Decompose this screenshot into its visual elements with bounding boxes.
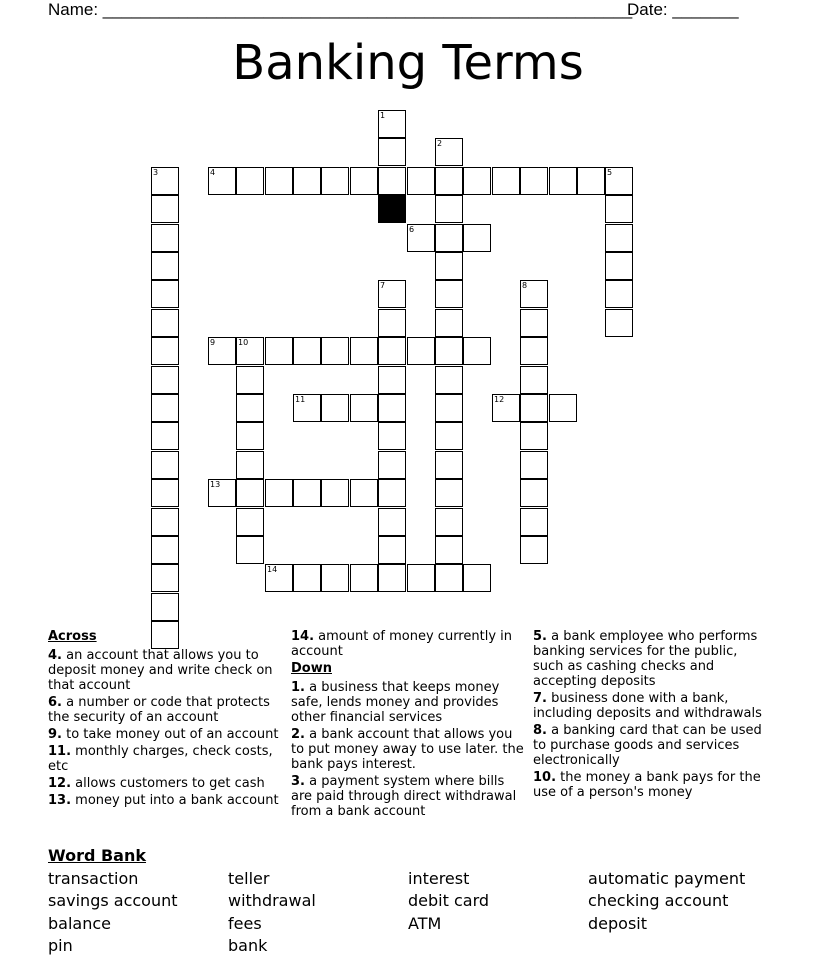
grid-cell[interactable] [151,564,179,592]
name-line: Name: ________________________________________________________ [48,0,633,19]
grid-cell[interactable] [236,479,264,507]
grid-cell[interactable] [151,224,179,252]
grid-cell[interactable] [151,309,179,337]
clue-number-label: 9 [210,338,216,347]
grid-cell[interactable] [520,394,548,422]
clue-number-label: 3 [153,168,159,177]
grid-cell[interactable] [435,280,463,308]
grid-cell[interactable] [605,309,633,337]
grid-cell[interactable] [605,195,633,223]
grid-cell[interactable] [151,167,179,195]
word-bank-item: balance [48,914,111,933]
page-title: Banking Terms [232,35,584,91]
grid-cell[interactable] [435,508,463,536]
grid-cell[interactable] [520,309,548,337]
grid-cell[interactable] [265,337,293,365]
clue-number: 9. [48,727,62,742]
grid-cell[interactable] [435,252,463,280]
word-bank-title: Word Bank [48,846,147,865]
grid-cell[interactable] [463,224,491,252]
grid-cell[interactable] [378,479,406,507]
grid-cell[interactable] [293,479,321,507]
grid-cell[interactable] [321,564,349,592]
grid-cell[interactable] [407,167,435,195]
grid-cell[interactable] [520,508,548,536]
clue-number-label: 4 [210,168,216,177]
grid-cell[interactable] [435,224,463,252]
grid-cell[interactable] [265,564,293,592]
grid-cell[interactable] [407,337,435,365]
grid-cell[interactable] [151,394,179,422]
grid-cell[interactable] [265,479,293,507]
clue-number: 4. [48,648,62,663]
clue-text: to take money out of an account [66,727,279,742]
grid-cell[interactable] [236,422,264,450]
word-bank-item: debit card [408,891,490,910]
grid-cell[interactable] [520,337,548,365]
clue-number-label: 2 [437,139,443,148]
grid-cell[interactable] [350,564,378,592]
grid-cell[interactable] [293,167,321,195]
word-bank-item: withdrawal [228,891,316,910]
grid-cell[interactable] [350,337,378,365]
clue-text: the money a bank pays for the use of a person's money [533,770,761,800]
grid-cell[interactable] [236,536,264,564]
grid-cell[interactable] [378,280,406,308]
clues-column-2 [291,629,527,821]
grid-cell[interactable] [236,394,264,422]
clue-number-label: 10 [238,338,249,347]
grid-cell[interactable] [577,167,605,195]
grid-cell[interactable] [378,309,406,337]
word-bank-item: checking account [588,891,729,910]
grid-cell[interactable] [435,479,463,507]
grid-cell[interactable] [435,138,463,166]
grid-cell[interactable] [520,280,548,308]
grid-cell[interactable] [151,508,179,536]
across-heading: Across [48,629,97,644]
clue-text: a bank account that allows you to put money away to use later. the bank pays interest. [291,727,524,772]
clue-across-14 [291,629,527,659]
clue-text: money put into a bank account [75,793,279,808]
grid-cell[interactable] [236,508,264,536]
clue-text: monthly charges, check costs, etc [48,744,273,774]
grid-cell[interactable] [208,337,236,365]
clue-across-6 [48,695,284,725]
grid-cell[interactable] [605,224,633,252]
word-bank-item: transaction [48,869,139,888]
grid-cell[interactable] [520,479,548,507]
grid-cell[interactable] [378,536,406,564]
clue-number: 13. [48,793,72,808]
grid-cell[interactable] [293,337,321,365]
grid-cell[interactable] [236,337,264,365]
grid-cell[interactable] [435,337,463,365]
down-heading: Down [291,661,332,676]
grid-cell[interactable] [236,366,264,394]
grid-cell[interactable] [236,167,264,195]
grid-cell[interactable] [321,337,349,365]
grid-cell[interactable] [605,252,633,280]
clues-column-1 [48,629,284,810]
grid-cell[interactable] [265,167,293,195]
date-line: Date: _______ [627,0,739,19]
clue-down-5 [533,629,769,689]
clue-across-11 [48,744,284,774]
clue-text: allows customers to get cash [75,776,265,791]
grid-cell[interactable] [350,394,378,422]
clue-number-label: 14 [267,565,278,574]
grid-cell[interactable] [236,451,264,479]
clue-across-13 [48,793,284,808]
grid-cell[interactable] [151,252,179,280]
grid-cell[interactable] [208,479,236,507]
grid-cell[interactable] [435,451,463,479]
grid-cell[interactable] [492,167,520,195]
grid-cell[interactable] [350,479,378,507]
clue-text: a business that keeps money safe, lends money and provides other financial services [291,680,500,725]
grid-cell[interactable] [378,167,406,195]
word-bank-item: deposit [588,914,647,933]
black-cell [378,195,406,223]
clue-number-label: 11 [295,395,306,404]
clue-down-2 [291,727,527,772]
clue-number: 3. [291,774,305,789]
clue-number-label: 12 [494,395,505,404]
grid-cell[interactable] [151,195,179,223]
grid-cell[interactable] [435,195,463,223]
grid-cell[interactable] [520,167,548,195]
grid-cell[interactable] [407,224,435,252]
clue-number-label: 1 [380,111,386,120]
grid-cell[interactable] [435,309,463,337]
word-bank-item: teller [228,869,270,888]
grid-cell[interactable] [492,394,520,422]
word-bank-item: pin [48,936,73,955]
clue-number-label: 5 [607,168,613,177]
word-bank-item: interest [408,869,470,888]
grid-cell[interactable] [350,167,378,195]
grid-cell[interactable] [151,593,179,621]
clue-number-label: 13 [210,480,221,489]
word-bank-item: fees [228,914,262,933]
grid-cell[interactable] [435,366,463,394]
clue-number: 8. [533,723,547,738]
grid-cell[interactable] [378,564,406,592]
grid-cell[interactable] [151,479,179,507]
word-bank-item: savings account [48,891,178,910]
clue-text: a number or code that protects the security of an account [48,695,270,725]
clue-number: 11. [48,744,72,759]
grid-cell[interactable] [378,394,406,422]
grid-cell[interactable] [151,337,179,365]
grid-cell[interactable] [378,138,406,166]
clue-down-10 [533,770,769,800]
grid-cell[interactable] [321,394,349,422]
grid-cell[interactable] [293,564,321,592]
clue-text: business done with a bank, including deposits and withdrawals [533,691,762,721]
grid-cell[interactable] [293,394,321,422]
grid-cell[interactable] [520,536,548,564]
word-bank-item: automatic payment [588,869,746,888]
clue-down-8 [533,723,769,768]
grid-cell[interactable] [407,564,435,592]
grid-cell[interactable] [520,422,548,450]
grid-cell[interactable] [378,337,406,365]
grid-cell[interactable] [463,167,491,195]
grid-cell[interactable] [520,366,548,394]
grid-cell[interactable] [435,422,463,450]
clue-across-12 [48,776,284,791]
clue-number: 2. [291,727,305,742]
clue-text: a banking card that can be used to purchase goods and services electronically [533,723,762,768]
clue-number-label: 6 [409,225,415,234]
grid-cell[interactable] [321,167,349,195]
grid-cell[interactable] [549,394,577,422]
grid-cell[interactable] [549,167,577,195]
clue-number: 6. [48,695,62,710]
clue-number: 14. [291,629,315,644]
grid-cell[interactable] [378,451,406,479]
grid-cell[interactable] [208,167,236,195]
grid-cell[interactable] [151,536,179,564]
clue-text: amount of money currently in account [291,629,512,659]
clues-column-3 [533,629,769,802]
clue-number: 12. [48,776,72,791]
grid-cell[interactable] [435,394,463,422]
clue-number: 10. [533,770,557,785]
grid-cell[interactable] [435,536,463,564]
grid-cell[interactable] [378,508,406,536]
clue-number-label: 7 [380,281,386,290]
grid-cell[interactable] [151,366,179,394]
grid-cell[interactable] [378,422,406,450]
clue-number: 5. [533,629,547,644]
grid-cell[interactable] [321,479,349,507]
clue-across-4 [48,648,284,693]
word-bank-item: bank [228,936,268,955]
grid-cell[interactable] [378,110,406,138]
clue-text: a bank employee who performs banking services for the public, such as cashing checks and accepting deposits [533,629,758,689]
grid-cell[interactable] [605,167,633,195]
clue-down-3 [291,774,527,819]
grid-cell[interactable] [435,167,463,195]
clue-across-9 [48,727,284,742]
grid-cell[interactable] [151,451,179,479]
clue-text: an account that allows you to deposit money and write check on that account [48,648,273,693]
grid-cell[interactable] [151,280,179,308]
clue-down-1 [291,680,527,725]
word-bank-item: ATM [408,914,442,933]
grid-cell[interactable] [463,564,491,592]
clue-number-label: 8 [522,281,528,290]
grid-cell[interactable] [151,422,179,450]
clue-text: a payment system where bills are paid through direct withdrawal from a bank account [291,774,517,819]
clue-down-7 [533,691,769,721]
grid-cell[interactable] [520,451,548,479]
clue-number: 7. [533,691,547,706]
grid-cell[interactable] [605,280,633,308]
grid-cell[interactable] [378,366,406,394]
clue-number: 1. [291,680,305,695]
grid-cell[interactable] [435,564,463,592]
grid-cell[interactable] [463,337,491,365]
